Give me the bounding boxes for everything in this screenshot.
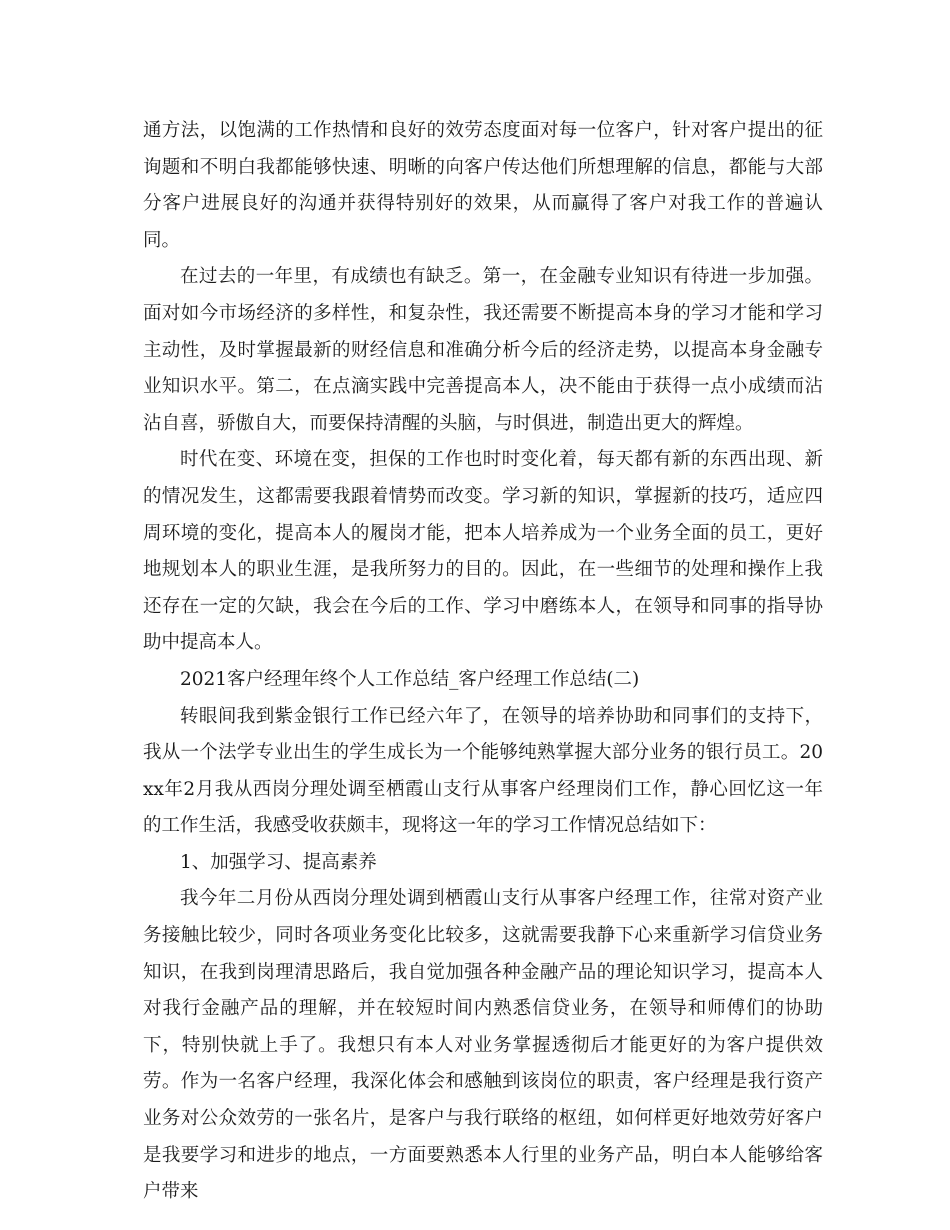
section-heading: 2021客户经理年终个人工作总结_客户经理工作总结(二) — [180, 668, 640, 690]
paragraph-1: 通方法，以饱满的工作热情和良好的效劳态度面对每一位客户，针对客户提出的征询题和不明白我都能够快速、明晰的向客户传达他们所想理解的信息，都能与大部分客户进展良好的沟通并获得特别好的效果，从而赢得了客户对我工作的普遍认同。 — [143, 120, 823, 251]
paragraph-2: 在过去的一年里，有成绩也有缺乏。第一，在金融专业知识有待进一步加强。面对如今市场经济的多样性，和复杂性，我还需要不断提高本身的学习才能和学习主动性，及时掌握最新的财经信息和准确分析今后的经济走势，以提高本身金融专业知识水平。第二，在点滴实践中完善提高本人，决不能由于获得一点小成绩而沾沾自喜，骄傲自大，而要保持清醒的头脑，与时俱进，制造出更大的辉煌。 — [143, 266, 823, 434]
subsection-heading: 1、加强学习、提高素养 — [180, 851, 377, 873]
paragraph-3: 时代在变、环境在变，担保的工作也时时变化着，每天都有新的东西出现、新的情况发生，这都需要我跟着情势而改变。学习新的知识，掌握新的技巧，适应四周环境的变化，提高本人的履岗才能，把本人培养成为一个业务全面的员工，更好地规划本人的职业生涯，是我所努力的目的。因此，在一些细节的处理和操作上我还存在一定的欠缺，我会在今后的工作、学习中磨练本人，在领导和同事的指导协助中提高本人。 — [143, 449, 823, 654]
paragraph-4: 转眼间我到紫金银行工作已经六年了，在领导的培养协助和同事们的支持下，我从一个法学专业出生的学生成长为一个能够纯熟掌握大部分业务的银行员工。20xx年2月我从西岗分理处调至栖霞山支行从事客户经理岗们工作，静心回忆这一年的工作生活，我感受收获颇丰，现将这一年的学习工作情况总结如下： — [143, 705, 823, 837]
document-body — [143, 113, 823, 1211]
paragraph-5: 我今年二月份从西岗分理处调到栖霞山支行从事客户经理工作，往常对资产业务接触比较少，同时各项业务变化比较多，这就需要我静下心来重新学习信贷业务知识，在我到岗理清思路后，我自觉加强各种金融产品的理论知识学习，提高本人对我行金融产品的理解，并在较短时间内熟悉信贷业务，在领导和师傅们的协助下，特别快就上手了。我想只有本人对业务掌握透彻后才能更好的为客户提供效劳。作为一名客户经理，我深化体会和感触到该岗位的职责，客户经理是我行资产业务对公众效劳的一张名片，是客户与我行联络的枢纽，如何样更好地效劳好客户是我要学习和进步的地点，一方面要熟悉本人行里的业务产品，明白本人能够给客户带来 — [143, 888, 823, 1203]
